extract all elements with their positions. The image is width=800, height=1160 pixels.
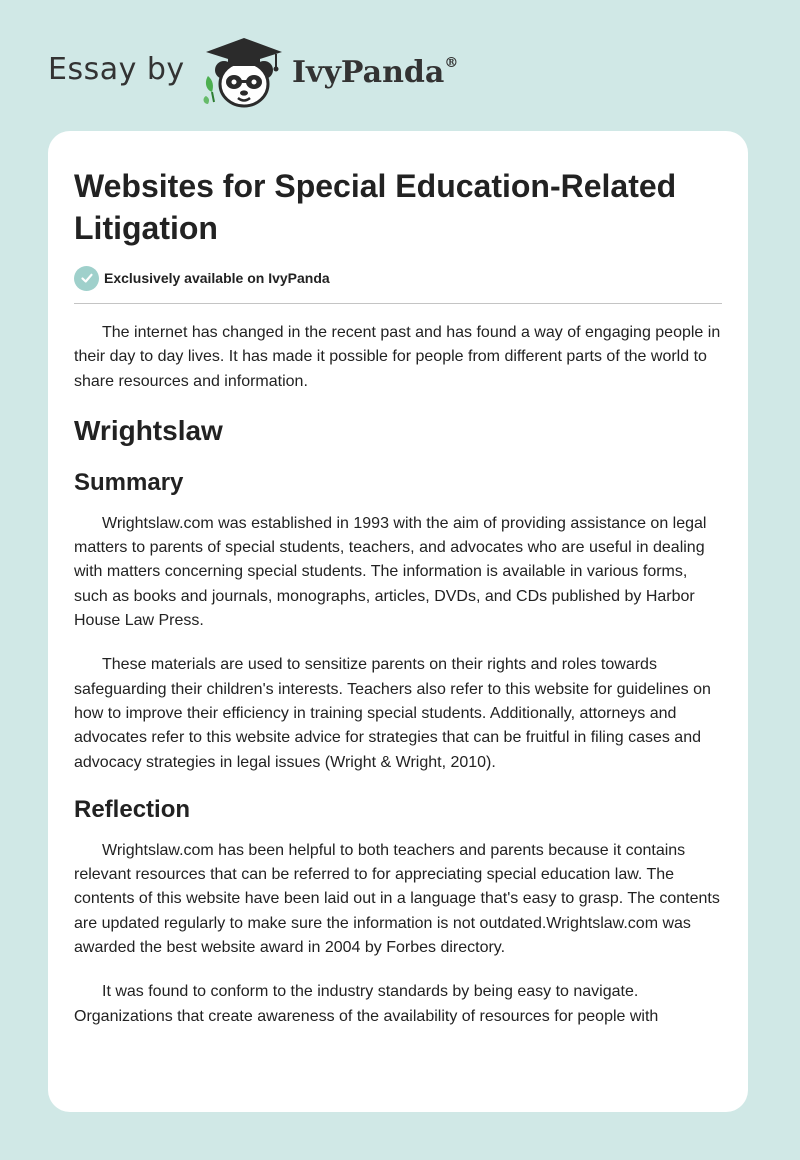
summary-paragraph-1: Wrightslaw.com was established in 1993 with the aim of providing assistance on legal matters to parents of special students, teachers, and advocates who are useful in dealing with matters concerning special students. The information is available in various forms, such as books and journals, monographs, articles, DVDs, and CDs published by Harbor House Law Press. [74,514,707,630]
reflection-paragraph-1: Wrightslaw.com has been helpful to both teachers and parents because it contains relevant resources that can be referred to for appreciating special education law. The contents of this website have been laid out in a language that's easy to grasp. The contents are updated regularly to make sure the information is not outdated.Wrightslaw.com was awarded the best website award in 2004 by Forbes directory. [74,841,720,957]
essay-by-label: Essay by [48,52,185,87]
title-divider [74,303,722,304]
exclusive-badge [74,264,330,292]
page-title: Websites for Special Education-Related Litigation [74,168,677,246]
subheading-summary: Summary [74,468,184,496]
subheading-reflection: Reflection [74,795,191,823]
check-icon [74,266,99,291]
panda-graduate-icon[interactable] [200,32,288,110]
article-body [74,321,724,1049]
section-heading-wrightslaw: Wrightslaw [74,414,223,446]
summary-paragraph-2: These materials are used to sensitize parents on their rights and roles towards safeguarding their children's interests. Teachers also refer to this website for guidelines on how to improve their efficiency in training special students. Additionally, attorneys and advocates refer to this website advice for strategies that can be fruitful in filing cases and advocacy strategies in legal issues (Wright & Wright, 2010). [74,656,711,771]
registered-mark: ® [444,55,459,71]
reflection-paragraph-2: It was found to conform to the industry standards by being easy to navigate. Organizations that create awareness of the availability of resources for people with [74,983,659,1025]
exclusive-label: Exclusively available on IvyPanda [104,270,330,286]
essay-card [48,131,748,1112]
site-header [48,32,752,110]
intro-paragraph: The internet has changed in the recent past and has found a way of engaging people in their day to day lives. It has made it possible for people from different parts of the world to share resources and information. [74,324,721,390]
brand-name[interactable]: IvyPanda® [292,55,459,90]
